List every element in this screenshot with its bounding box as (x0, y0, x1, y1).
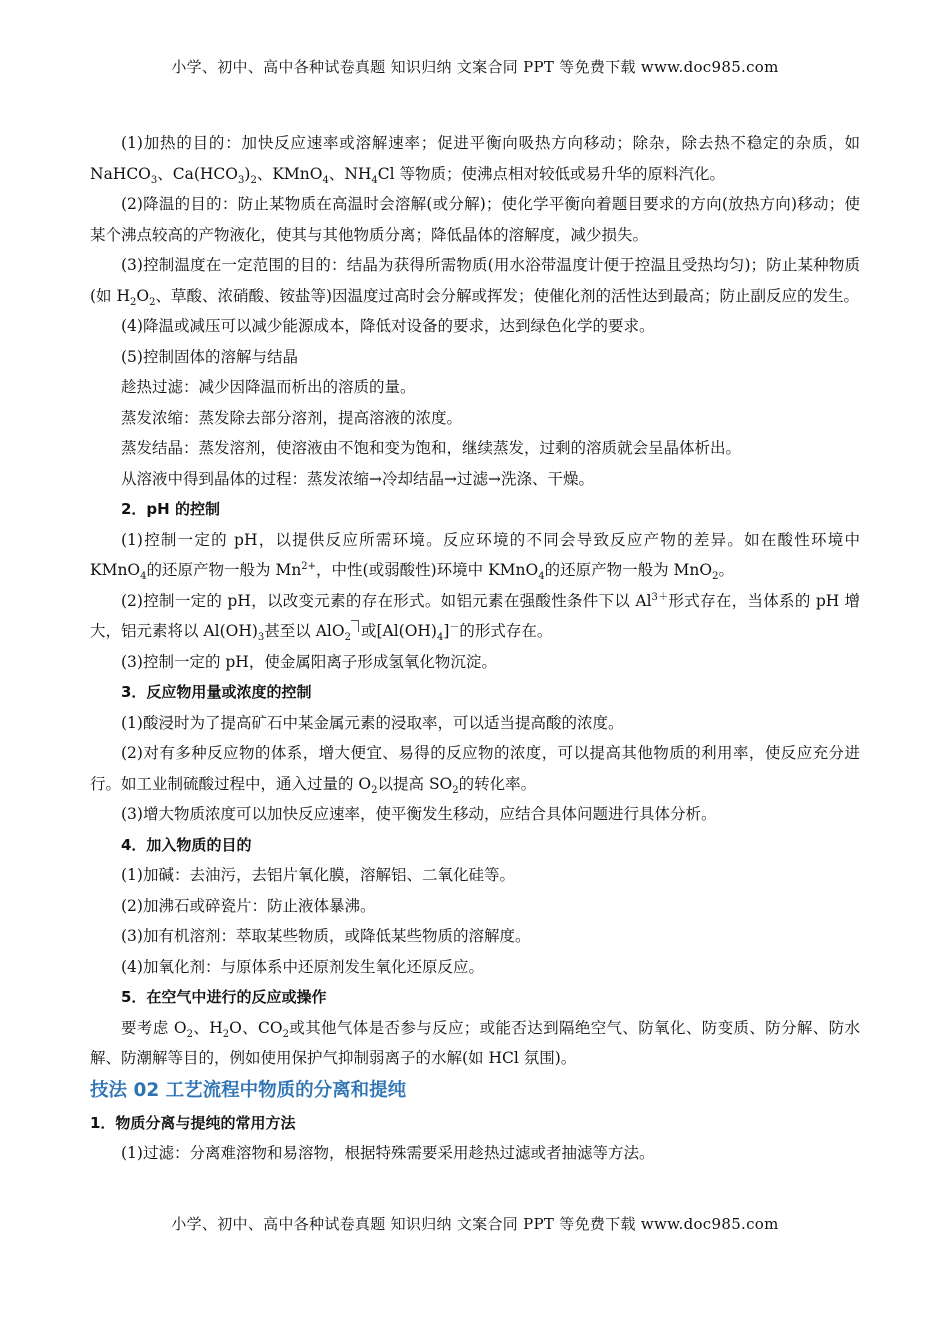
paragraph-reduce-pressure: (4)降温或减压可以减少能源成本，降低对设备的要求，达到绿色化学的要求。 (121, 317, 655, 335)
section-heading-air: 5．在空气中进行的反应或操作 (121, 988, 327, 1006)
paragraph-evaporation-concentrate: 蒸发浓缩：蒸发除去部分溶剂，提高溶液的浓度。 (121, 408, 463, 427)
section-heading-add-substance: 4．加入物质的目的 (121, 835, 252, 854)
formula-box-icon (351, 620, 359, 632)
paragraph-acid-leach: (1)酸浸时为了提高矿石中某金属元素的浸取率，可以适当提高酸的浓度。 (121, 713, 624, 732)
technique-heading: 技法 02 工艺流程中物质的分离和提纯 (90, 1079, 407, 1101)
paragraph-crystal-process: 从溶液中得到晶体的过程：蒸发浓缩→冷却结晶→过滤→洗涤、干燥。 (121, 469, 594, 488)
section-heading-ph: 2．pH 的控制 (121, 500, 220, 518)
page-header: 小学、初中、高中各种试卷真题 知识归纳 文案合同 PPT 等免费下载 www.doc985.com (171, 58, 779, 76)
page-footer: 小学、初中、高中各种试卷真题 知识归纳 文案合同 PPT 等免费下载 www.doc985.com (171, 1215, 779, 1233)
paragraph-heating: (1)加热的目的：加快反应速率或溶解速率；促进平衡向吸热方向移动；除杂，除去热不稳定的杂质，如 NaHCO$_3$、$Ca(HCO_3)_2$、KMnO$_4$、$NH_4Cl$ 等物质；使沸点相对较低或易升华的原料汽化。 (90, 134, 860, 186)
paragraph-filtration: (1)过滤：分离难溶物和易溶物，根据特殊需要采用趁热过滤或者抽滤等方法。 (121, 1144, 655, 1162)
paragraph-ph-precipitate: (3)控制一定的 pH，使金属阳离子形成氢氧化物沉淀。 (121, 652, 497, 671)
paragraph-evaporation-crystallize: 蒸发结晶：蒸发溶剂，使溶液由不饱和变为饱和，继续蒸发，过剩的溶质就会呈晶体析出。 (121, 439, 742, 457)
paragraph-cooling: (2)降温的目的：防止某物质在高温时会溶解(或分解)；使化学平衡向着题目要求的方向(放热方向)移动；使某个沸点较高的产物液化，使其与其他物质分离；降低晶体的溶解度，减少损失。 (90, 195, 860, 244)
paragraph-add-boiling-chips: (2)加沸石或碎瓷片：防止液体暴沸。 (121, 896, 376, 915)
section-heading-concentration: 3．反应物用量或浓度的控制 (121, 683, 312, 701)
paragraph-add-oxidant: (4)加氧化剂：与原体系中还原剂发生氧化还原反应。 (121, 957, 484, 976)
paragraph-air-reaction: 要考虑 $O_2$、$H_2O$、$CO_2$或其他气体是否参与反应；或能否达到隔绝空气、防氧化、防变质、防分解、防水解、防潮解等目的，例如使用保护气抑制弱离子的水解(如 HCl 氛围)。 (90, 1018, 860, 1067)
paragraph-add-base: (1)加碱：去油污，去铝片氧化膜，溶解铝、二氧化硅等。 (121, 866, 515, 884)
paragraph-increase-concentration: (3)增大物质浓度可以加快反应速率，使平衡发生移动，应结合具体问题进行具体分析。 (121, 805, 717, 823)
paragraph-dissolve-crystallize: (5)控制固体的溶解与结晶 (121, 347, 298, 366)
paragraph-ph-element-form: (2)控制一定的 pH，以改变元素的存在形式。如铝元素在强酸性条件下以 $Al^{3+}$形式存在，当体系的 pH 增大，铝元素将以 $Al(OH)_3$甚至以 AlO$_2$ 或$[Al(OH)_4]^-$的形式存在。 (90, 591, 860, 644)
paragraph-add-organic-solvent: (3)加有机溶剂：萃取某些物质，或降低某些物质的溶解度。 (121, 927, 531, 945)
paragraph-temperature-range: (3)控制温度在一定范围的目的：结晶为获得所需物质(用水浴带温度计便于控温且受热均匀)；防止某种物质(如 $H_2O_2$、草酸、浓硝酸、铵盐等)因温度过高时会分解或挥发；使催化剂的活性达到最高；防止副反应的发生。 (90, 256, 860, 308)
paragraph-ph-environment: (1)控制一定的 pH，以提供反应所需环境。反应环境的不同会导致反应产物的差异。如在酸性环境中 KMnO$_4$的还原产物一般为 $Mn^{2+}$，中性(或弱酸性)环境中 KMnO$_4$的还原产物一般为 MnO$_2$。 (90, 530, 860, 583)
paragraph-excess-reactant: (2)对有多种反应物的体系，增大便宜、易得的反应物的浓度，可以提高其他物质的利用率，使反应充分进行。如工业制硫酸过程中，通入过量的 $O_2$以提高 $SO_2$的转化率。 (90, 744, 860, 796)
document-body (90, 128, 860, 1169)
section-heading-separation: 1．物质分离与提纯的常用方法 (90, 1113, 296, 1132)
paragraph-hot-filtration: 趁热过滤：减少因降温而析出的溶质的量。 (121, 378, 416, 396)
